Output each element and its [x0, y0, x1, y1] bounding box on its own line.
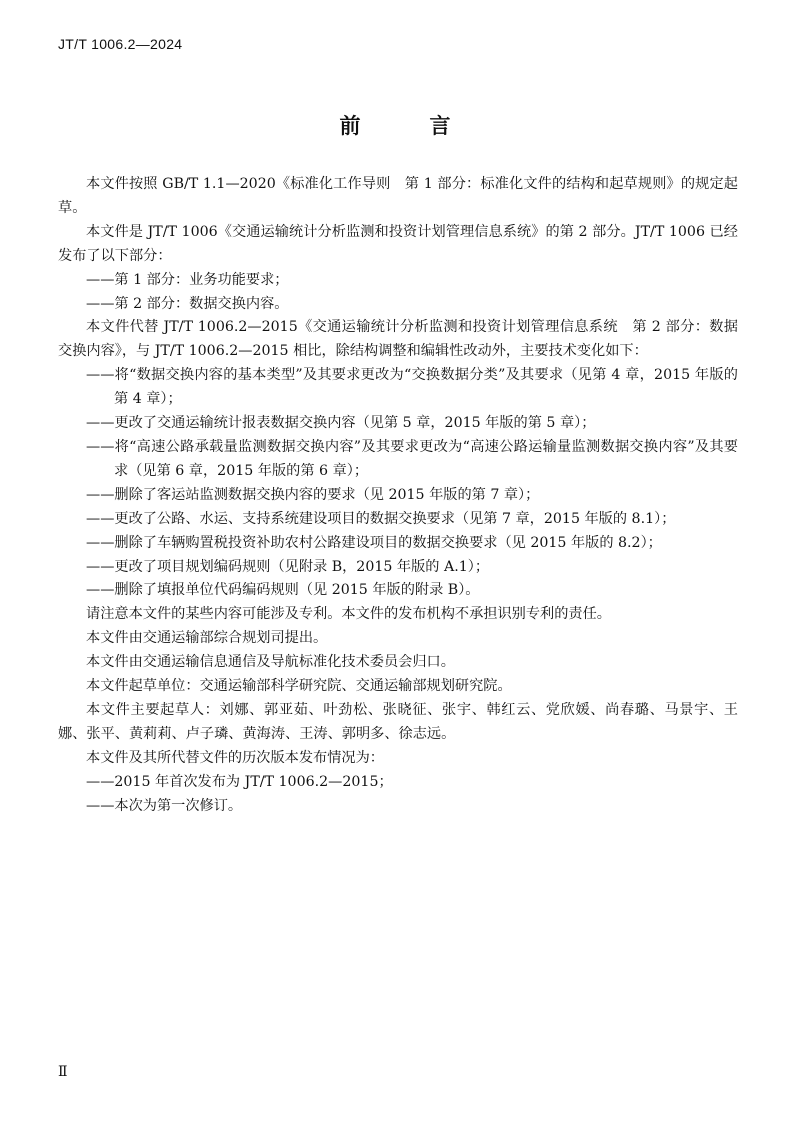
paragraph: 本文件及其所代替文件的历次版本发布情况为： — [86, 749, 384, 766]
list-item: ——更改了项目规划编码规则（见附录 B，2015 年版的 A.1）； — [86, 558, 490, 575]
list-item: ——更改了公路、水运、支持系统建设项目的数据交换要求（见第 7 章，2015 年版的 8.1）； — [86, 510, 676, 527]
list-item: ——第 1 部分：业务功能要求； — [86, 271, 289, 288]
paragraph: 本文件主要起草人：刘娜、郭亚茹、叶劲松、张晓征、张宇、韩红云、党欣媛、尚春璐、马景宇、王娜、张平、黄莉莉、卢子璘、黄海涛、王涛、郭明多、徐志远。 — [58, 701, 738, 742]
list-item: ——第 2 部分：数据交换内容。 — [86, 295, 289, 312]
list-item: ——将“高速公路承载量监测数据交换内容”及其要求更改为“高速公路运输量监测数据交换内容”及其要求（见第 6 章，2015 年版的第 6 章）； — [86, 438, 738, 479]
list-item: ——删除了客运站监测数据交换内容的要求（见 2015 年版的第 7 章）； — [86, 486, 540, 503]
foreword-body — [58, 173, 738, 818]
paragraph: 本文件由交通运输信息通信及导航标准化技术委员会归口。 — [86, 654, 455, 671]
paragraph: 本文件由交通运输部综合规划司提出。 — [86, 630, 328, 647]
list-item: ——删除了车辆购置税投资补助农村公路建设项目的数据交换要求（见 2015 年版的 8.2）； — [86, 534, 662, 551]
list-item: ——将“数据交换内容的基本类型”及其要求更改为“交换数据分类”及其要求（见第 4 章，2015 年版的第 4 章）； — [86, 367, 738, 408]
page-title: 前 言 — [339, 114, 475, 138]
paragraph: 本文件按照 GB/T 1.1—2020《标准化工作导则 第 1 部分：标准化文件的结构和起草规则》的规定起草。 — [58, 176, 738, 216]
list-item: ——本次为第一次修订。 — [86, 797, 243, 814]
paragraph: 请注意本文件的某些内容可能涉及专利。本文件的发布机构不承担识别专利的责任。 — [86, 606, 611, 623]
list-item: ——删除了填报单位代码编码规则（见 2015 年版的附录 B）。 — [86, 582, 480, 599]
page-number: Ⅱ — [58, 1064, 68, 1080]
paragraph: 本文件是 JT/T 1006《交通运输统计分析监测和投资计划管理信息系统》的第 2 部分。JT/T 1006 已经发布了以下部分： — [58, 223, 738, 264]
list-item: ——2015 年首次发布为 JT/T 1006.2—2015； — [86, 773, 393, 790]
paragraph: 本文件代替 JT/T 1006.2—2015《交通运输统计分析监测和投资计划管理信息系统 第 2 部分：数据交换内容》，与 JT/T 1006.2—2015 相比，除结构调整和编辑性改动外，主要技术变化如下： — [58, 319, 738, 360]
document-number: JT/T 1006.2—2024 — [58, 36, 183, 52]
list-item: ——更改了交通运输统计报表数据交换内容（见第 5 章，2015 年版的第 5 章）； — [86, 415, 596, 432]
paragraph: 本文件起草单位：交通运输部科学研究院、交通运输部规划研究院。 — [86, 678, 512, 695]
